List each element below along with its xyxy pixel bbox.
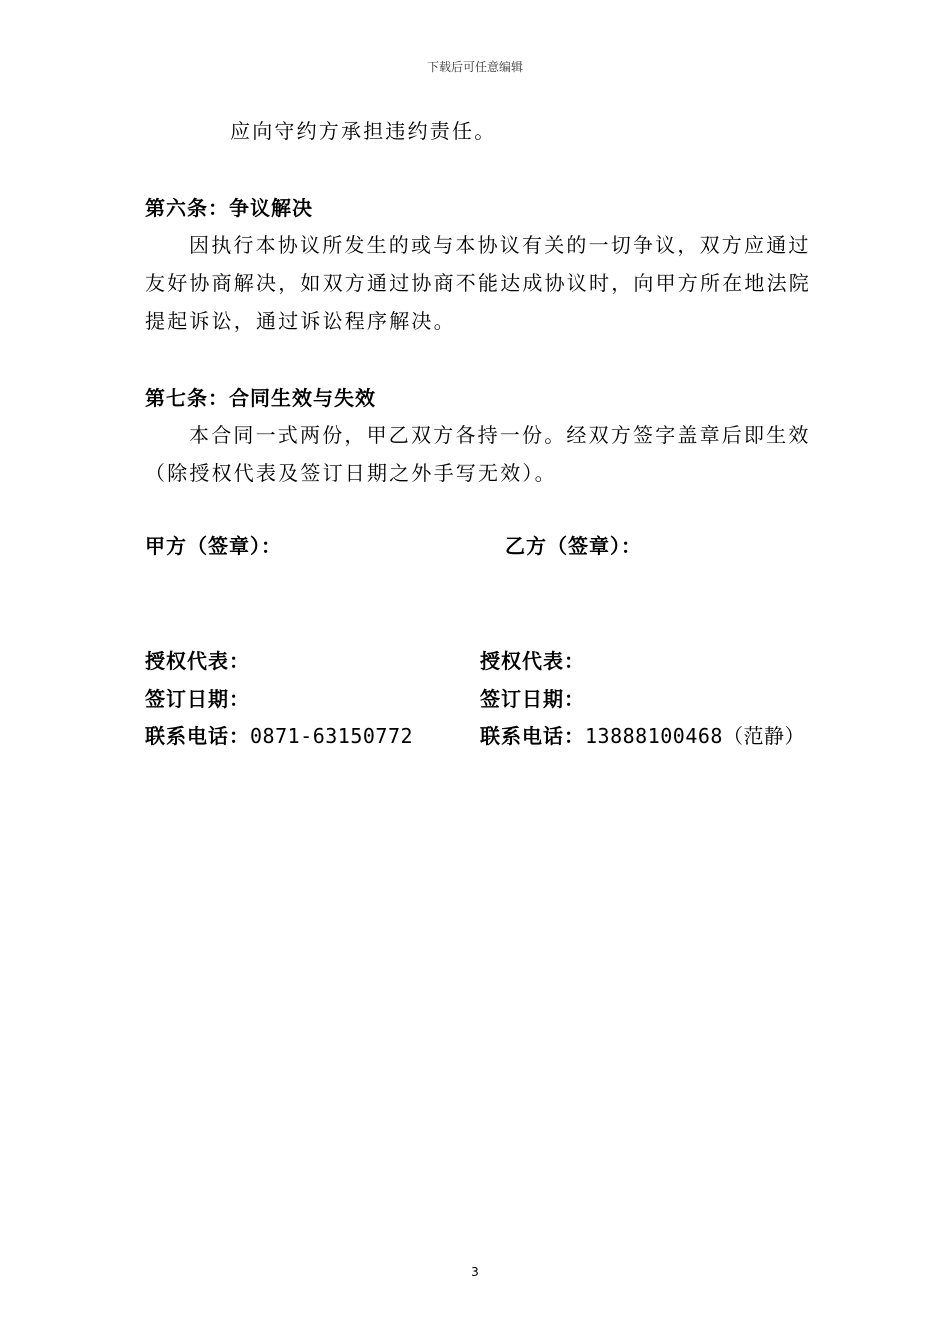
party-b-contact bbox=[480, 720, 805, 749]
party-a-contact bbox=[145, 720, 413, 749]
party-a-seal-label: 甲方（签章）： bbox=[145, 534, 282, 558]
article7-body: 本合同一式两份，甲乙双方各持一份。经双方签字盖章后即生效（除授权代表及签订日期之外手写无效）。 bbox=[145, 423, 811, 485]
page-number: 3 bbox=[471, 1265, 479, 1279]
party-b-date-label: 签订日期： bbox=[480, 687, 585, 711]
article6-title: 第六条：争议解决 bbox=[145, 196, 313, 220]
party-a-contact-label: 联系电话： bbox=[145, 724, 250, 748]
party-b-contact-label: 联系电话： bbox=[480, 724, 585, 748]
party-b-seal-label: 乙方（签章）： bbox=[505, 534, 642, 558]
article6-body: 因执行本协议所发生的或与本协议有关的一切争议，双方应通过友好协商解决，如双方通过协商不能达成协议时，向甲方所在地法院提起诉讼，通过诉讼程序解决。 bbox=[145, 233, 811, 333]
header-note: 下载后可任意编辑 bbox=[426, 60, 523, 74]
party-a-contact-value: 0871-63150772 bbox=[250, 724, 414, 748]
party-b-rep-label: 授权代表： bbox=[480, 649, 585, 673]
party-a-rep-label: 授权代表： bbox=[145, 649, 250, 673]
article7-title: 第七条：合同生效与失效 bbox=[145, 386, 376, 410]
party-b-contact-value: 13888100468（范静） bbox=[585, 724, 805, 748]
continuation-text: 应向守约方承担违约责任。 bbox=[230, 119, 497, 143]
party-a-date-label: 签订日期： bbox=[145, 687, 250, 711]
